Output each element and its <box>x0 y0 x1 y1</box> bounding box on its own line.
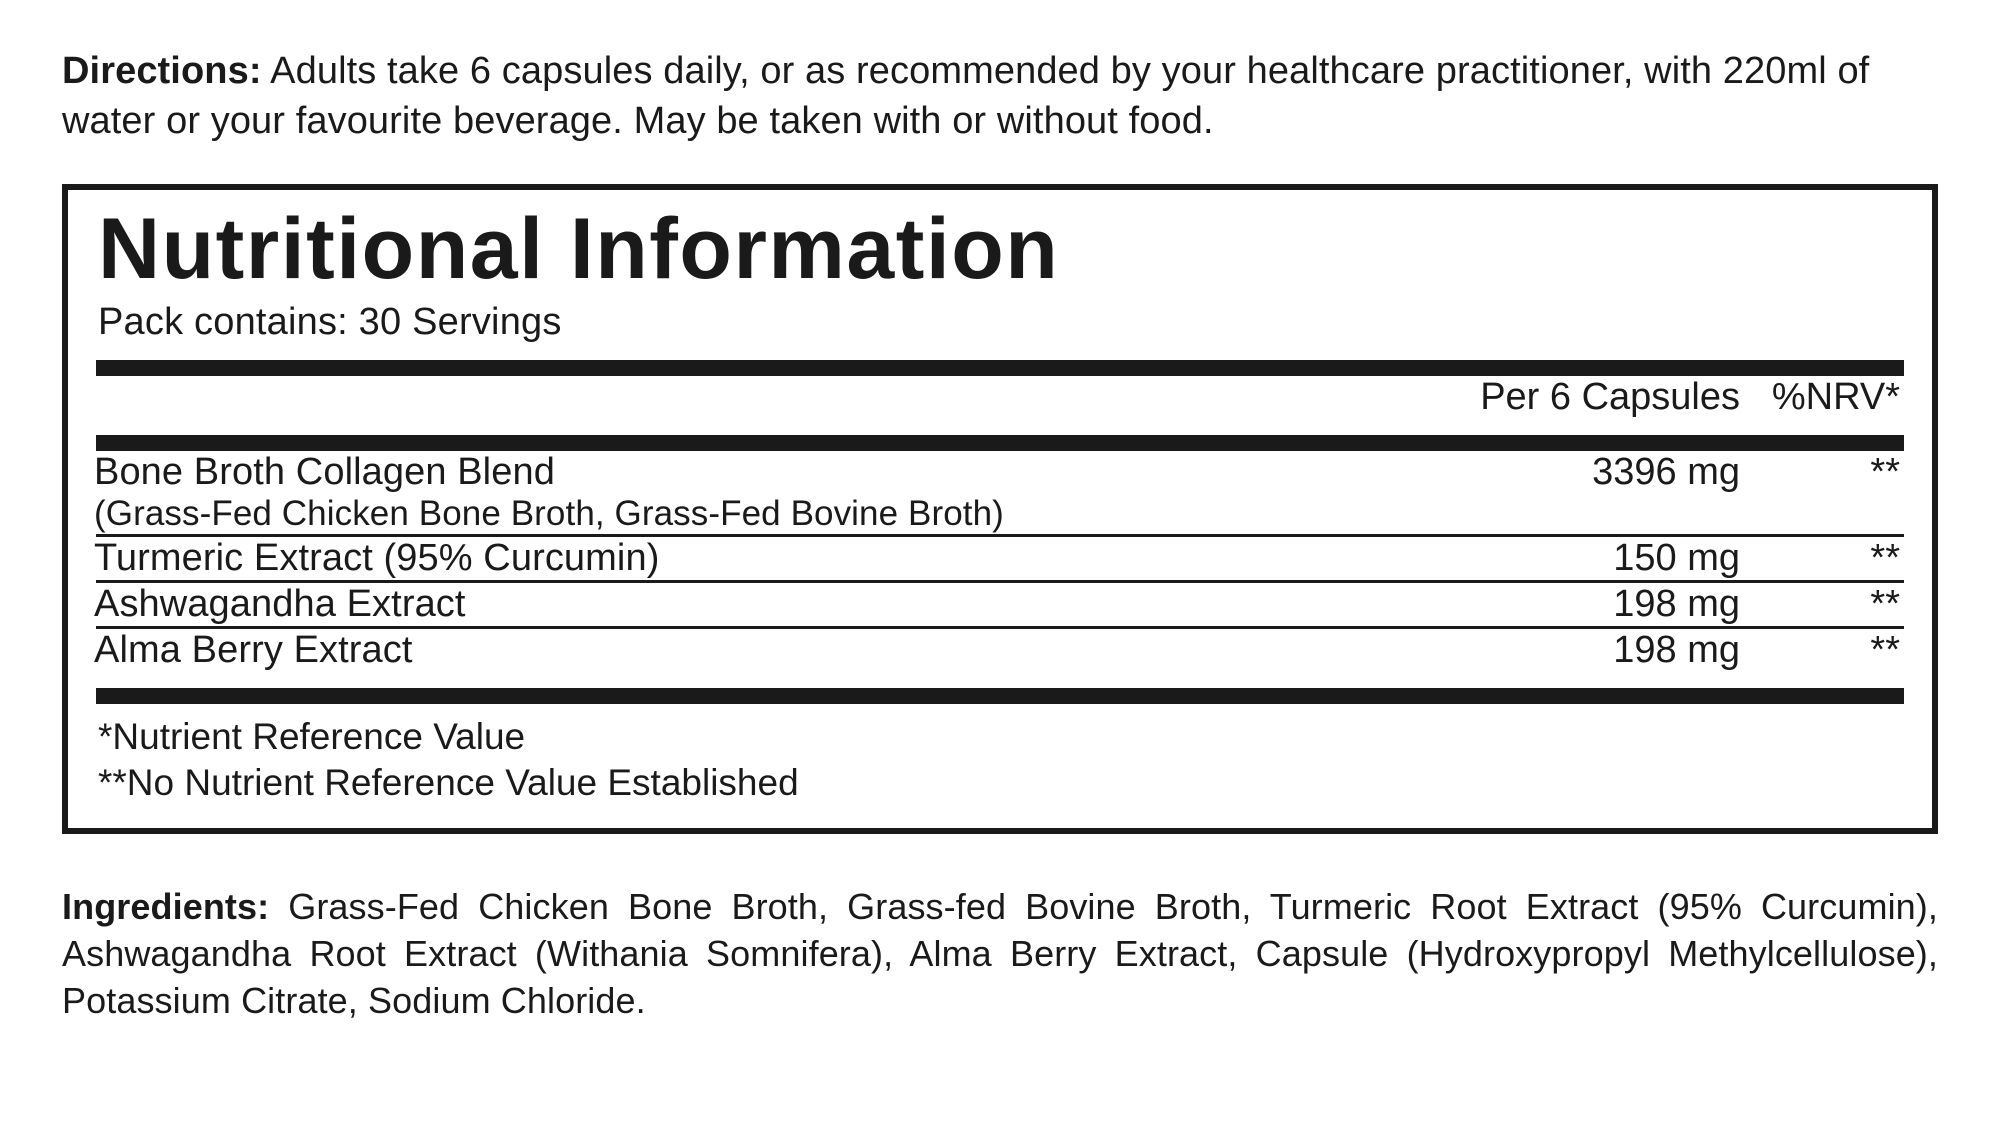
supplement-facts-label <box>0 38 2000 1144</box>
table-row <box>94 583 1906 626</box>
directions-paragraph <box>62 38 1938 146</box>
row-name: Alma Berry Extract <box>94 628 413 671</box>
nutrition-rows-2 <box>94 537 1906 580</box>
row-nrv: ** <box>1870 536 1900 579</box>
nutrition-panel <box>62 184 1938 834</box>
directions-label: Directions: <box>62 50 262 92</box>
ingredients-text: Grass-Fed Chicken Bone Broth, Grass-fed Bovine Broth, Turmeric Root Extract (95% Curcumin), Ashwagandha Root Extract (Withania Somnifera), Alma Berry Extract, Capsule (Hydroxypropyl Methylcellulose), Potassium Citrate, Sodium Chloride. <box>62 886 1938 1021</box>
row-amount: 198 mg <box>1613 628 1740 671</box>
header-amount: Per 6 Capsules <box>1480 375 1740 418</box>
servings-line: Pack contains: 30 Servings <box>98 300 562 343</box>
nutrition-table <box>94 376 1906 419</box>
row-name: Ashwagandha Extract <box>94 582 466 625</box>
divider-thick-header <box>96 435 1904 451</box>
directions-text: Adults take 6 capsules daily, or as recommended by your healthcare practitioner, with 220ml of water or your favourite beverage. May be taken with or without food. <box>62 50 1870 143</box>
row-amount: 150 mg <box>1613 536 1740 579</box>
table-header-row <box>94 376 1906 419</box>
table-row <box>94 537 1906 580</box>
divider-thick-bottom <box>96 688 1904 704</box>
footnote-nrv: *Nutrient Reference Value <box>98 715 526 757</box>
nutrition-rows-3 <box>94 583 1906 626</box>
header-blank <box>94 376 1446 419</box>
row-nrv: ** <box>1870 582 1900 625</box>
table-row <box>94 451 1906 494</box>
row-amount: 3396 mg <box>1592 450 1740 493</box>
table-row <box>94 629 1906 672</box>
row-amount: 198 mg <box>1613 582 1740 625</box>
header-nrv: %NRV* <box>1771 375 1900 418</box>
ingredients-paragraph <box>62 870 1938 1024</box>
row-name: Bone Broth Collagen Blend <box>94 450 555 493</box>
divider-thick-top <box>96 360 1904 376</box>
footnote-no-nrv: **No Nutrient Reference Value Established <box>98 761 799 803</box>
row-nrv: ** <box>1870 628 1900 671</box>
row-nrv: ** <box>1870 450 1900 493</box>
panel-title: Nutritional Information <box>98 201 1060 298</box>
nutrition-rows <box>94 451 1906 534</box>
ingredients-label: Ingredients: <box>62 886 270 928</box>
footnotes <box>94 704 1906 807</box>
nutrition-rows-4 <box>94 629 1906 672</box>
row-name: Turmeric Extract (95% Curcumin) <box>94 536 660 579</box>
row-subtext: (Grass-Fed Chicken Bone Broth, Grass-Fed Bovine Broth) <box>94 493 1004 533</box>
table-row-sub <box>94 494 1906 534</box>
